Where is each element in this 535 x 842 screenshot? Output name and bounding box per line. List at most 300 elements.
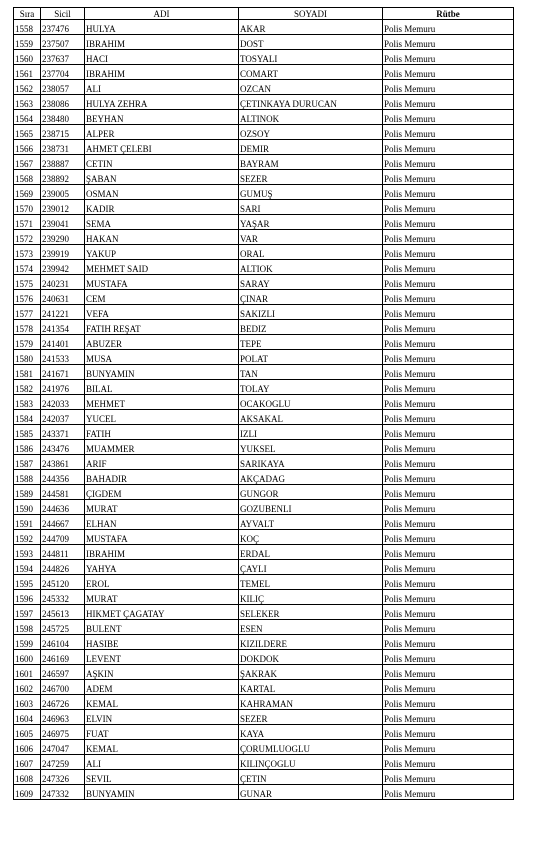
rutbe-cell: Polis Memuru: [383, 680, 514, 695]
sicil-cell: 242033: [41, 395, 85, 410]
sicil-cell: 239942: [41, 260, 85, 275]
adi-cell: SEVIL: [85, 770, 239, 785]
rutbe-cell: Polis Memuru: [383, 320, 514, 335]
table-row: [14, 485, 514, 500]
soyadi-cell: GUMUŞ: [239, 185, 383, 200]
table-row: [14, 545, 514, 560]
table-row: [14, 230, 514, 245]
adi-cell: HAKAN: [85, 230, 239, 245]
soyadi-cell: GOZUBENLI: [239, 500, 383, 515]
rutbe-cell: Polis Memuru: [383, 515, 514, 530]
sicil-cell: 240631: [41, 290, 85, 305]
rutbe-cell: Polis Memuru: [383, 500, 514, 515]
sira-cell: 1583: [14, 395, 41, 410]
soyadi-cell: KIZILDERE: [239, 635, 383, 650]
soyadi-cell: ORAL: [239, 245, 383, 260]
sicil-cell: 243371: [41, 425, 85, 440]
soyadi-cell: OCAKOGLU: [239, 395, 383, 410]
header-row: [14, 8, 514, 20]
adi-cell: KADIR: [85, 200, 239, 215]
table-row: [14, 530, 514, 545]
adi-cell: FUAT: [85, 725, 239, 740]
rutbe-cell: Polis Memuru: [383, 590, 514, 605]
sicil-cell: 243861: [41, 455, 85, 470]
header-adi: ADI: [85, 8, 239, 20]
header-soyadi: SOYADI: [239, 8, 383, 20]
rutbe-cell: Polis Memuru: [383, 350, 514, 365]
soyadi-cell: TEPE: [239, 335, 383, 350]
sicil-cell: 237637: [41, 50, 85, 65]
adi-cell: HULYA: [85, 20, 239, 35]
sira-cell: 1602: [14, 680, 41, 695]
sicil-cell: 238892: [41, 170, 85, 185]
adi-cell: KEMAL: [85, 740, 239, 755]
sira-cell: 1573: [14, 245, 41, 260]
rutbe-cell: Polis Memuru: [383, 425, 514, 440]
table-row: [14, 515, 514, 530]
rutbe-cell: Polis Memuru: [383, 755, 514, 770]
adi-cell: MEHMET: [85, 395, 239, 410]
adi-cell: AHMET ÇELEBI: [85, 140, 239, 155]
table-row: [14, 770, 514, 785]
adi-cell: FATIH: [85, 425, 239, 440]
table-row: [14, 620, 514, 635]
table-row: [14, 305, 514, 320]
table-row: [14, 590, 514, 605]
rutbe-cell: Polis Memuru: [383, 785, 514, 800]
soyadi-cell: YAŞAR: [239, 215, 383, 230]
sira-cell: 1591: [14, 515, 41, 530]
soyadi-cell: SARI: [239, 200, 383, 215]
sicil-cell: 238731: [41, 140, 85, 155]
rutbe-cell: Polis Memuru: [383, 80, 514, 95]
table-row: [14, 740, 514, 755]
sicil-cell: 239919: [41, 245, 85, 260]
soyadi-cell: BAYRAM: [239, 155, 383, 170]
sicil-cell: 237704: [41, 65, 85, 80]
sicil-cell: 244356: [41, 470, 85, 485]
adi-cell: SEMA: [85, 215, 239, 230]
sicil-cell: 242037: [41, 410, 85, 425]
table-row: [14, 125, 514, 140]
sicil-cell: 244826: [41, 560, 85, 575]
rutbe-cell: Polis Memuru: [383, 770, 514, 785]
rutbe-cell: Polis Memuru: [383, 710, 514, 725]
sira-cell: 1571: [14, 215, 41, 230]
soyadi-cell: ÇETINKAYA DURUCAN: [239, 95, 383, 110]
table-row: [14, 185, 514, 200]
table-row: [14, 680, 514, 695]
rutbe-cell: Polis Memuru: [383, 635, 514, 650]
table-body: [14, 20, 514, 800]
sicil-cell: 243476: [41, 440, 85, 455]
table-row: [14, 500, 514, 515]
rutbe-cell: Polis Memuru: [383, 65, 514, 80]
table-row: [14, 155, 514, 170]
adi-cell: YUCEL: [85, 410, 239, 425]
soyadi-cell: POLAT: [239, 350, 383, 365]
soyadi-cell: ÇETIN: [239, 770, 383, 785]
sira-cell: 1559: [14, 35, 41, 50]
rutbe-cell: Polis Memuru: [383, 455, 514, 470]
adi-cell: ABUZER: [85, 335, 239, 350]
sira-cell: 1565: [14, 125, 41, 140]
sicil-cell: 239041: [41, 215, 85, 230]
soyadi-cell: IZLI: [239, 425, 383, 440]
soyadi-cell: TOLAY: [239, 380, 383, 395]
sicil-cell: 247047: [41, 740, 85, 755]
table-row: [14, 260, 514, 275]
soyadi-cell: KARTAL: [239, 680, 383, 695]
adi-cell: BULENT: [85, 620, 239, 635]
table-row: [14, 245, 514, 260]
sira-cell: 1561: [14, 65, 41, 80]
adi-cell: MUSTAFA: [85, 530, 239, 545]
soyadi-cell: BEDIZ: [239, 320, 383, 335]
adi-cell: ALI: [85, 755, 239, 770]
sira-cell: 1601: [14, 665, 41, 680]
adi-cell: ADEM: [85, 680, 239, 695]
soyadi-cell: SEZER: [239, 170, 383, 185]
rutbe-cell: Polis Memuru: [383, 530, 514, 545]
table-row: [14, 290, 514, 305]
sicil-cell: 241976: [41, 380, 85, 395]
sira-cell: 1607: [14, 755, 41, 770]
table-row: [14, 95, 514, 110]
soyadi-cell: GUNGOR: [239, 485, 383, 500]
soyadi-cell: VAR: [239, 230, 383, 245]
sira-cell: 1584: [14, 410, 41, 425]
sira-cell: 1592: [14, 530, 41, 545]
sira-cell: 1566: [14, 140, 41, 155]
adi-cell: LEVENT: [85, 650, 239, 665]
sicil-cell: 240231: [41, 275, 85, 290]
sira-cell: 1585: [14, 425, 41, 440]
rutbe-cell: Polis Memuru: [383, 140, 514, 155]
sira-cell: 1562: [14, 80, 41, 95]
table-row: [14, 170, 514, 185]
adi-cell: CETIN: [85, 155, 239, 170]
adi-cell: BUNYAMIN: [85, 365, 239, 380]
soyadi-cell: KOÇ: [239, 530, 383, 545]
personnel-table: [13, 7, 514, 800]
rutbe-cell: Polis Memuru: [383, 305, 514, 320]
rutbe-cell: Polis Memuru: [383, 35, 514, 50]
soyadi-cell: ÇORUMLUOGLU: [239, 740, 383, 755]
sira-cell: 1582: [14, 380, 41, 395]
rutbe-cell: Polis Memuru: [383, 725, 514, 740]
adi-cell: CEM: [85, 290, 239, 305]
sira-cell: 1594: [14, 560, 41, 575]
adi-cell: BILAL: [85, 380, 239, 395]
soyadi-cell: KILINÇOGLU: [239, 755, 383, 770]
rutbe-cell: Polis Memuru: [383, 275, 514, 290]
soyadi-cell: AYVALT: [239, 515, 383, 530]
soyadi-cell: DOKDOK: [239, 650, 383, 665]
sicil-cell: 241671: [41, 365, 85, 380]
soyadi-cell: ŞAKRAK: [239, 665, 383, 680]
rutbe-cell: Polis Memuru: [383, 395, 514, 410]
soyadi-cell: TAN: [239, 365, 383, 380]
sicil-cell: 241401: [41, 335, 85, 350]
sicil-cell: 246104: [41, 635, 85, 650]
sira-cell: 1593: [14, 545, 41, 560]
sira-cell: 1569: [14, 185, 41, 200]
rutbe-cell: Polis Memuru: [383, 200, 514, 215]
sicil-cell: 246597: [41, 665, 85, 680]
adi-cell: ŞABAN: [85, 170, 239, 185]
rutbe-cell: Polis Memuru: [383, 560, 514, 575]
soyadi-cell: ÇAYLI: [239, 560, 383, 575]
table-row: [14, 665, 514, 680]
table-row: [14, 785, 514, 800]
adi-cell: FATIH REŞAT: [85, 320, 239, 335]
adi-cell: MUAMMER: [85, 440, 239, 455]
adi-cell: MEHMET SAID: [85, 260, 239, 275]
adi-cell: VEFA: [85, 305, 239, 320]
soyadi-cell: TOSYALI: [239, 50, 383, 65]
table-row: [14, 335, 514, 350]
sicil-cell: 237476: [41, 20, 85, 35]
rutbe-cell: Polis Memuru: [383, 605, 514, 620]
sicil-cell: 237507: [41, 35, 85, 50]
soyadi-cell: KAHRAMAN: [239, 695, 383, 710]
table-row: [14, 380, 514, 395]
sira-cell: 1596: [14, 590, 41, 605]
rutbe-cell: Polis Memuru: [383, 485, 514, 500]
rutbe-cell: Polis Memuru: [383, 290, 514, 305]
sicil-cell: 239012: [41, 200, 85, 215]
rutbe-cell: Polis Memuru: [383, 740, 514, 755]
sira-cell: 1608: [14, 770, 41, 785]
sicil-cell: 247332: [41, 785, 85, 800]
sicil-cell: 241533: [41, 350, 85, 365]
table-row: [14, 350, 514, 365]
sira-cell: 1587: [14, 455, 41, 470]
sicil-cell: 246975: [41, 725, 85, 740]
soyadi-cell: SAKIZLI: [239, 305, 383, 320]
adi-cell: MURAT: [85, 500, 239, 515]
header-rutbe: Rütbe: [383, 8, 514, 20]
sicil-cell: 246700: [41, 680, 85, 695]
rutbe-cell: Polis Memuru: [383, 410, 514, 425]
rutbe-cell: Polis Memuru: [383, 545, 514, 560]
rutbe-cell: Polis Memuru: [383, 695, 514, 710]
sira-cell: 1567: [14, 155, 41, 170]
soyadi-cell: KILIÇ: [239, 590, 383, 605]
soyadi-cell: DOST: [239, 35, 383, 50]
table-row: [14, 320, 514, 335]
adi-cell: MUSTAFA: [85, 275, 239, 290]
rutbe-cell: Polis Memuru: [383, 650, 514, 665]
rutbe-cell: Polis Memuru: [383, 170, 514, 185]
sira-cell: 1568: [14, 170, 41, 185]
adi-cell: ARIF: [85, 455, 239, 470]
sira-cell: 1598: [14, 620, 41, 635]
sira-cell: 1570: [14, 200, 41, 215]
rutbe-cell: Polis Memuru: [383, 575, 514, 590]
sicil-cell: 246963: [41, 710, 85, 725]
sicil-cell: 238480: [41, 110, 85, 125]
rutbe-cell: Polis Memuru: [383, 185, 514, 200]
table-row: [14, 35, 514, 50]
soyadi-cell: DEMIR: [239, 140, 383, 155]
rutbe-cell: Polis Memuru: [383, 50, 514, 65]
sira-cell: 1603: [14, 695, 41, 710]
sira-cell: 1572: [14, 230, 41, 245]
sira-cell: 1574: [14, 260, 41, 275]
rutbe-cell: Polis Memuru: [383, 95, 514, 110]
sira-cell: 1558: [14, 20, 41, 35]
sira-cell: 1575: [14, 275, 41, 290]
table-row: [14, 455, 514, 470]
table-row: [14, 710, 514, 725]
adi-cell: BUNYAMIN: [85, 785, 239, 800]
sira-cell: 1600: [14, 650, 41, 665]
rutbe-cell: Polis Memuru: [383, 335, 514, 350]
sicil-cell: 245725: [41, 620, 85, 635]
adi-cell: ALPER: [85, 125, 239, 140]
soyadi-cell: TEMEL: [239, 575, 383, 590]
table-row: [14, 140, 514, 155]
soyadi-cell: SARIKAYA: [239, 455, 383, 470]
sicil-cell: 246169: [41, 650, 85, 665]
sicil-cell: 241354: [41, 320, 85, 335]
sicil-cell: 247326: [41, 770, 85, 785]
sira-cell: 1577: [14, 305, 41, 320]
adi-cell: IBRAHIM: [85, 545, 239, 560]
rutbe-cell: Polis Memuru: [383, 380, 514, 395]
rutbe-cell: Polis Memuru: [383, 620, 514, 635]
sira-cell: 1576: [14, 290, 41, 305]
sira-cell: 1581: [14, 365, 41, 380]
sira-cell: 1595: [14, 575, 41, 590]
sira-cell: 1588: [14, 470, 41, 485]
sira-cell: 1605: [14, 725, 41, 740]
table-row: [14, 215, 514, 230]
adi-cell: ALI: [85, 80, 239, 95]
table-row: [14, 755, 514, 770]
adi-cell: BAHADIR: [85, 470, 239, 485]
table-row: [14, 470, 514, 485]
table-row: [14, 575, 514, 590]
adi-cell: YAHYA: [85, 560, 239, 575]
rutbe-cell: Polis Memuru: [383, 230, 514, 245]
adi-cell: YAKUP: [85, 245, 239, 260]
soyadi-cell: ALTINOK: [239, 110, 383, 125]
sicil-cell: 244709: [41, 530, 85, 545]
sira-cell: 1599: [14, 635, 41, 650]
table-row: [14, 605, 514, 620]
adi-cell: HULYA ZEHRA: [85, 95, 239, 110]
soyadi-cell: AKÇADAG: [239, 470, 383, 485]
sicil-cell: 244811: [41, 545, 85, 560]
adi-cell: EROL: [85, 575, 239, 590]
rutbe-cell: Polis Memuru: [383, 665, 514, 680]
table-row: [14, 425, 514, 440]
table-row: [14, 725, 514, 740]
sicil-cell: 245120: [41, 575, 85, 590]
rutbe-cell: Polis Memuru: [383, 110, 514, 125]
sira-cell: 1579: [14, 335, 41, 350]
table-row: [14, 395, 514, 410]
table-row: [14, 80, 514, 95]
soyadi-cell: AKSAKAL: [239, 410, 383, 425]
adi-cell: KEMAL: [85, 695, 239, 710]
soyadi-cell: GUNAR: [239, 785, 383, 800]
soyadi-cell: ESEN: [239, 620, 383, 635]
soyadi-cell: KAYA: [239, 725, 383, 740]
sicil-cell: 247259: [41, 755, 85, 770]
table-row: [14, 560, 514, 575]
sira-cell: 1606: [14, 740, 41, 755]
rutbe-cell: Polis Memuru: [383, 260, 514, 275]
adi-cell: HASIBE: [85, 635, 239, 650]
adi-cell: AŞKIN: [85, 665, 239, 680]
sicil-cell: 238887: [41, 155, 85, 170]
sira-cell: 1564: [14, 110, 41, 125]
adi-cell: BEYHAN: [85, 110, 239, 125]
soyadi-cell: ERDAL: [239, 545, 383, 560]
soyadi-cell: ÇINAR: [239, 290, 383, 305]
rutbe-cell: Polis Memuru: [383, 215, 514, 230]
adi-cell: MUSA: [85, 350, 239, 365]
sicil-cell: 244581: [41, 485, 85, 500]
soyadi-cell: SARAY: [239, 275, 383, 290]
sira-cell: 1589: [14, 485, 41, 500]
soyadi-cell: SEZER: [239, 710, 383, 725]
sira-cell: 1597: [14, 605, 41, 620]
soyadi-cell: ALTIOK: [239, 260, 383, 275]
table-row: [14, 275, 514, 290]
sicil-cell: 245613: [41, 605, 85, 620]
rutbe-cell: Polis Memuru: [383, 470, 514, 485]
adi-cell: HACI: [85, 50, 239, 65]
sicil-cell: 238086: [41, 95, 85, 110]
table-row: [14, 365, 514, 380]
table-row: [14, 20, 514, 35]
rutbe-cell: Polis Memuru: [383, 440, 514, 455]
adi-cell: IBRAHIM: [85, 65, 239, 80]
sira-cell: 1609: [14, 785, 41, 800]
sicil-cell: 238715: [41, 125, 85, 140]
sira-cell: 1604: [14, 710, 41, 725]
table-row: [14, 200, 514, 215]
rutbe-cell: Polis Memuru: [383, 245, 514, 260]
soyadi-cell: OZSOY: [239, 125, 383, 140]
sicil-cell: 245332: [41, 590, 85, 605]
table-row: [14, 110, 514, 125]
header-sicil: Sicil: [41, 8, 85, 20]
table-row: [14, 650, 514, 665]
rutbe-cell: Polis Memuru: [383, 125, 514, 140]
table-row: [14, 635, 514, 650]
sicil-cell: 244667: [41, 515, 85, 530]
table-row: [14, 695, 514, 710]
sicil-cell: 244636: [41, 500, 85, 515]
sira-cell: 1563: [14, 95, 41, 110]
soyadi-cell: AKAR: [239, 20, 383, 35]
table-row: [14, 410, 514, 425]
sicil-cell: 239005: [41, 185, 85, 200]
rutbe-cell: Polis Memuru: [383, 20, 514, 35]
table-row: [14, 65, 514, 80]
adi-cell: ELHAN: [85, 515, 239, 530]
adi-cell: ÇIGDEM: [85, 485, 239, 500]
soyadi-cell: SELEKER: [239, 605, 383, 620]
sira-cell: 1560: [14, 50, 41, 65]
adi-cell: IBRAHIM: [85, 35, 239, 50]
